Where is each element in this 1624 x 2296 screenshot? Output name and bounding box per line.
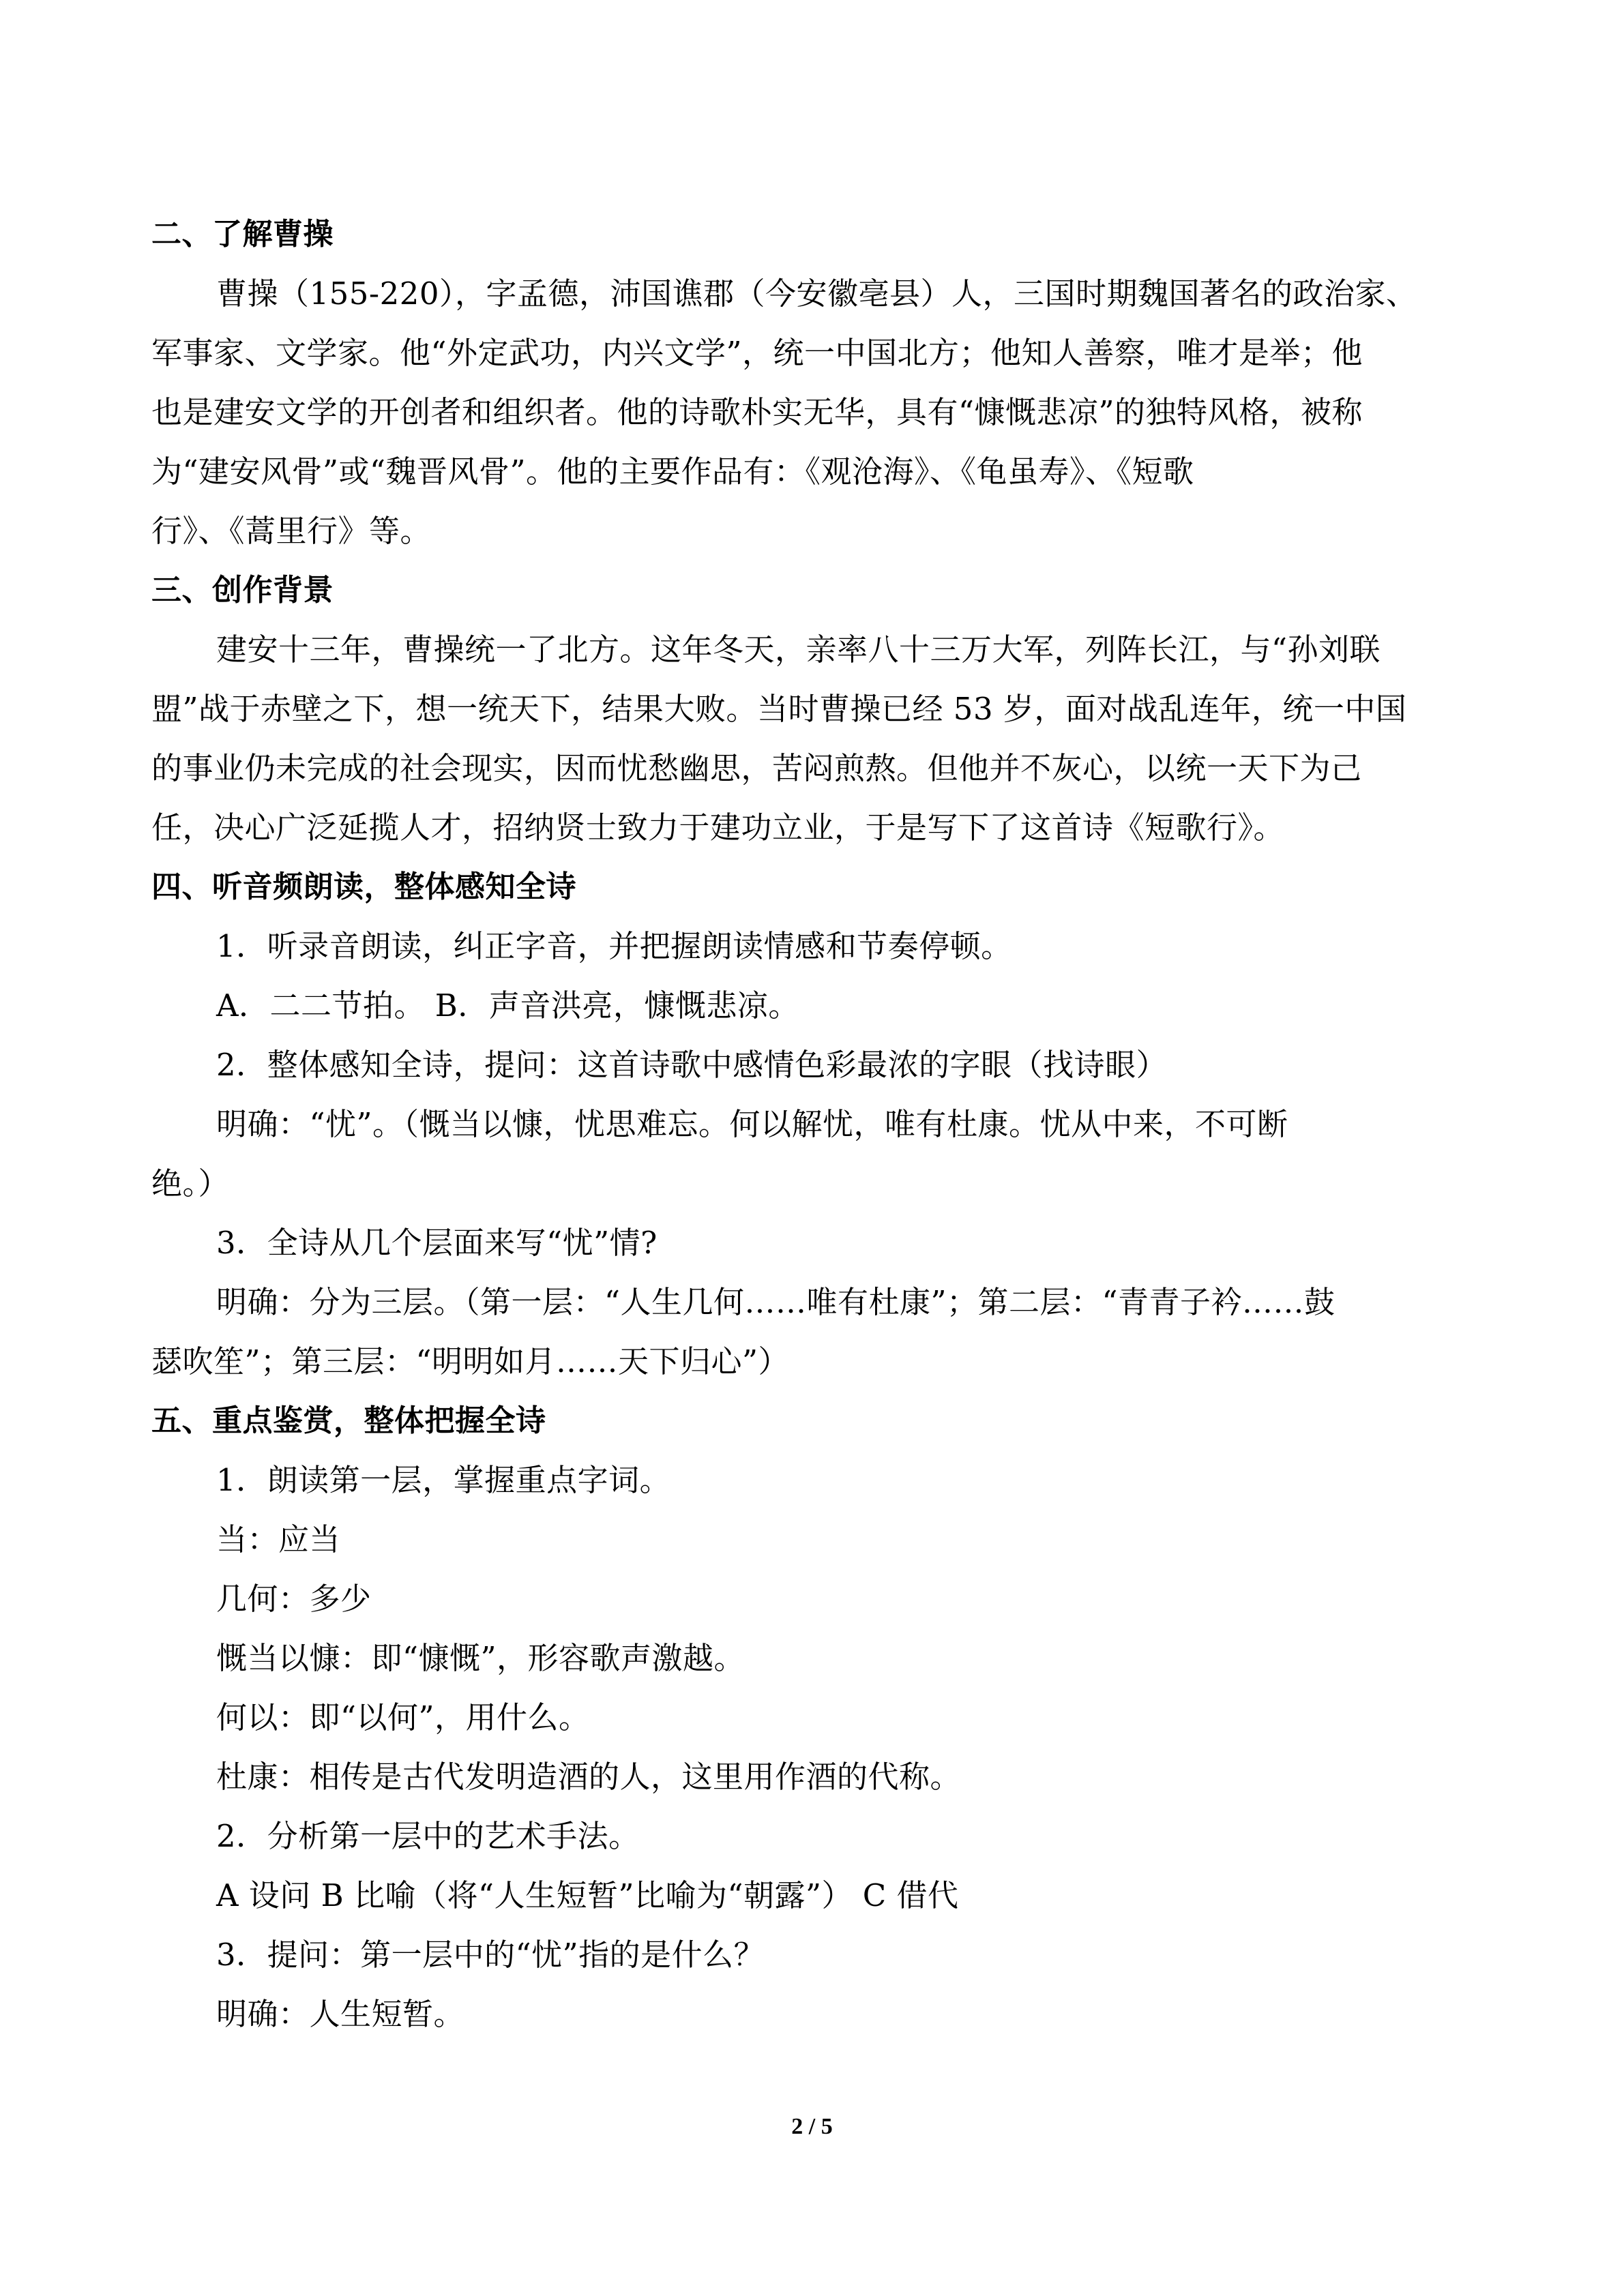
text-line: 何以：即“以何”，用什么。 xyxy=(216,1699,590,1735)
document-body xyxy=(151,205,1488,2044)
text-line: 当：应当 xyxy=(216,1521,341,1557)
text-line: 建安十三年，曹操统一了北方。这年冬天，亲率八十三万大军，列阵长江，与“孙刘联 xyxy=(216,631,1381,668)
section xyxy=(151,1391,1488,2044)
text-line: 行》、《蒿里行》等。 xyxy=(151,513,432,549)
text-line: 几何：多少 xyxy=(216,1581,372,1617)
section-heading: 四、听音频朗读，整体感知全诗 xyxy=(151,869,576,904)
text-line: 3．全诗从几个层面来写“忧”情? xyxy=(216,1225,658,1261)
text-line: 明确：人生短暂。 xyxy=(216,1996,465,2032)
section-heading: 五、重点鉴赏，整体把握全诗 xyxy=(151,1403,546,1438)
text-line: 明确：分为三层。（第一层：“人生几何……唯有杜康”；第二层：“青青子衿……鼓 xyxy=(216,1284,1335,1320)
text-line: 2．整体感知全诗，提问：这首诗歌中感情色彩最浓的字眼（找诗眼） xyxy=(216,1047,1168,1083)
page-number: 2 / 5 xyxy=(791,2114,833,2139)
section xyxy=(151,857,1488,1391)
section xyxy=(151,205,1488,561)
text-line: 瑟吹笙”；第三层：“明明如月……天下归心”） xyxy=(151,1343,790,1380)
text-line: 绝。） xyxy=(151,1165,230,1202)
text-line: 军事家、文学家。他“外定武功，内兴文学”，统一中国北方；他知人善察，唯才是举；他 xyxy=(151,335,1363,371)
text-line: 2．分析第一层中的艺术手法。 xyxy=(216,1818,640,1854)
text-line: 任，决心广泛延揽人才，招纳贤士致力于建功立业，于是写下了这首诗《短歌行》。 xyxy=(151,809,1285,846)
section-heading: 三、创作背景 xyxy=(151,573,334,608)
text-line: 盟”战于赤壁之下，想一统天下，结果大败。当时曹操已经 53 岁，面对战乱连年，统一中国 xyxy=(151,691,1407,727)
text-line: 1．听录音朗读，纠正字音，并把握朗读情感和节奏停顿。 xyxy=(216,928,1012,964)
text-line: 也是建安文学的开创者和组织者。他的诗歌朴实无华，具有“慷慨悲凉”的独特风格，被称 xyxy=(151,394,1363,430)
text-line: 慨当以慷：即“慷慨”，形容歌声激越。 xyxy=(216,1640,745,1676)
text-line: 1．朗读第一层，掌握重点字词。 xyxy=(216,1462,671,1498)
text-line: 3．提问：第一层中的“忧”指的是什么？ xyxy=(216,1937,765,1973)
section xyxy=(151,561,1488,857)
text-line: 明确：“忧”。（慨当以慷，忧思难忘。何以解忧，唯有杜康。忧从中来，不可断 xyxy=(216,1106,1288,1142)
text-line: 杜康：相传是古代发明造酒的人，这里用作酒的代称。 xyxy=(216,1759,962,1795)
text-line: A 设问 B 比喻（将“人生短暂”比喻为“朝露”） C 借代 xyxy=(216,1877,959,1913)
text-line: 的事业仍未完成的社会现实，因而忧愁幽思，苦闷煎熬。但他并不灰心，以统一天下为己 xyxy=(151,750,1362,786)
section-heading: 二、了解曹操 xyxy=(151,217,334,252)
text-line: 曹操（155-220），字孟德，沛国谯郡（今安徽亳县）人，三国时期魏国著名的政治家、 xyxy=(216,275,1417,312)
text-line: A．二二节拍。 B．声音洪亮，慷慨悲凉。 xyxy=(216,987,799,1024)
text-line: 为“建安风骨”或“魏晋风骨”。他的主要作品有：《观沧海》、《龟虽寿》、《短歌 xyxy=(151,453,1194,490)
